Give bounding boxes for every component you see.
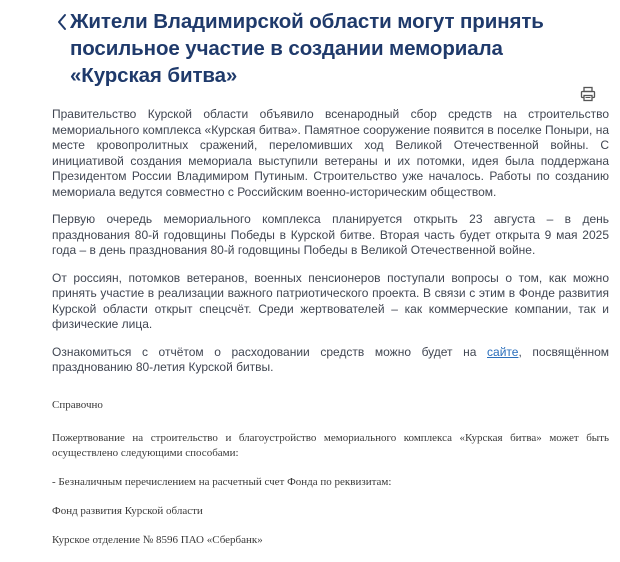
chevron-left-icon[interactable]: [56, 10, 68, 34]
reference-line: - Безналичным перечислением на расчетный счет Фонда по реквизитам:: [52, 476, 392, 488]
reference-line: Фонд развития Курской области: [52, 505, 203, 517]
reference-line: Курское отделение № 8596 ПАО «Сбербанк»: [52, 534, 263, 546]
article-body: [52, 107, 609, 388]
reference-heading: Справочно: [52, 399, 103, 411]
page-title: Жители Владимирской области могут принять посильное участие в создании мемориала «Курская битва»: [70, 10, 544, 87]
printer-icon[interactable]: [580, 86, 596, 102]
site-link[interactable]: сайте: [487, 344, 519, 359]
report-text-before: Ознакомиться с отчётом о расходовании средств можно будет на: [52, 344, 488, 359]
article-paragraph: Первую очередь мемориального комплекса планируется открыть 23 августа – в день празднования 80-й годовщины Победы в Курской битве. Вторая часть будет открыта 9 мая 2025 года – в день празднования 80-й годовщины Победы в Великой Отечественной войне.: [52, 212, 609, 257]
reference-line: Пожертвование на строительство и благоустройство мемориального комплекса «Курская битва» может быть осуществлено следующими способами:: [52, 432, 609, 459]
article-paragraph: От россиян, потомков ветеранов, военных пенсионеров поступали вопросы о том, как можно принять участие в реализации важного патриотического проекта. В связи с этим в Фонде развития Курской области открыт спецсчёт. Среди жертвователей – как коммерческие компании, так и физические лица.: [52, 270, 609, 331]
report-text-after: , посвящённом празднованию 80-летия Курской битвы.: [52, 344, 610, 374]
report-paragraph: [52, 345, 609, 376]
reference-section: [52, 398, 609, 562]
article-paragraph: Правительство Курской области объявило всенародный сбор средств на строительство мемориального комплекса «Курская битва». Памятное сооружение появится в поселке Поныри, на месте кровопролитных сражений, переломивших ход Великой Отечественной войны. С инициативой создания мемориала выступили ветераны и их потомки, идея была поддержана Президентом России Владимиром Путиным. Строительство уже началось. Работы по созданию мемориала ведутся совместно с Российским военно-историческим обществом.: [52, 107, 609, 199]
title-row: [56, 8, 596, 89]
